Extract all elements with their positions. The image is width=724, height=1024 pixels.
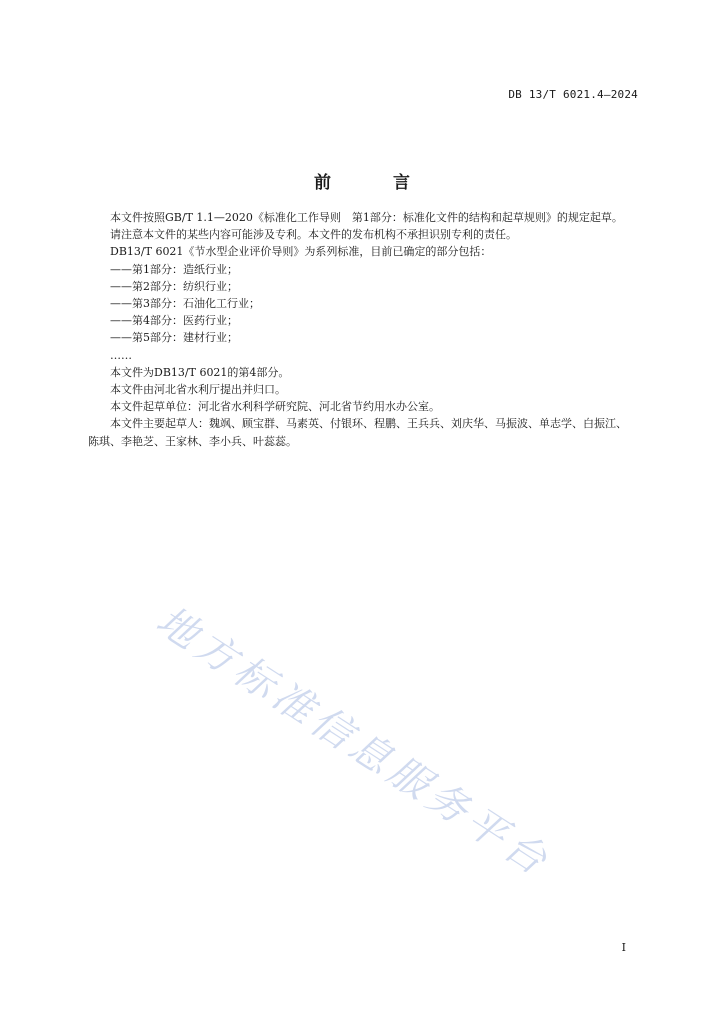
paragraph: 本文件主要起草人：魏飒、顾宝群、马素英、付银环、程鹏、王兵兵、刘庆华、马振波、单志学、白振江、陈琪、李艳芝、王家林、李小兵、叶蕊蕊。: [88, 417, 627, 448]
doc-code: DB 13/T 6021.4—2024: [508, 88, 638, 101]
part-item: ——第4部分：医药行业；: [110, 314, 238, 328]
paragraph: 本文件为DB13/T 6021的第4部分。: [110, 365, 290, 379]
part-item: ……: [110, 348, 132, 362]
watermark: 地方标准信息服务平台: [148, 597, 559, 887]
paragraph: 本文件由河北省水利厅提出并归口。: [110, 383, 286, 397]
document-body: [88, 209, 636, 450]
paragraph: 本文件按照GB/T 1.1—2020《标准化工作导则 第1部分：标准化文件的结构和起草规则》的规定起草。: [110, 211, 623, 224]
page-title: 前 言: [314, 173, 438, 193]
paragraph: 请注意本文件的某些内容可能涉及专利。本文件的发布机构不承担识别专利的责任。: [110, 228, 517, 242]
part-item: ——第5部分：建材行业；: [110, 331, 238, 345]
part-item: ——第3部分：石油化工行业；: [110, 297, 260, 311]
paragraph: 本文件起草单位：河北省水利科学研究院、河北省节约用水办公室。: [110, 400, 440, 414]
page-number: I: [621, 941, 626, 954]
paragraph: DB13/T 6021《节水型企业评价导则》为系列标准，目前已确定的部分包括：: [110, 245, 492, 259]
part-item: ——第1部分：造纸行业；: [110, 262, 238, 276]
part-item: ——第2部分：纺织行业；: [110, 279, 238, 293]
